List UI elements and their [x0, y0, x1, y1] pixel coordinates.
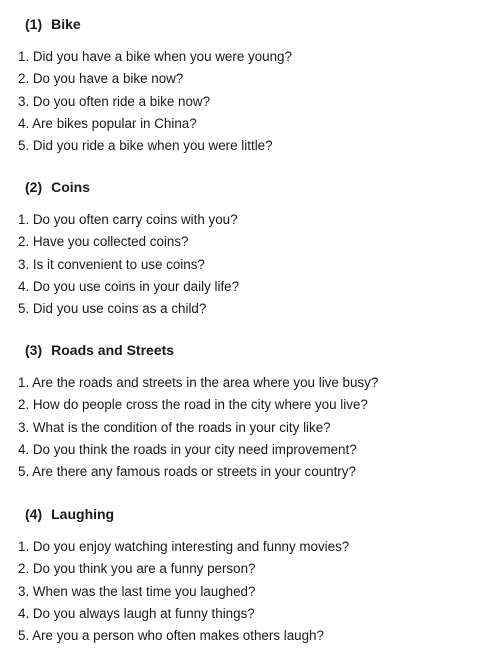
section-heading — [25, 178, 90, 196]
question-list — [18, 372, 378, 483]
question-item: 5. Did you ride a bike when you were little? — [18, 138, 273, 154]
section-title: Bike — [51, 16, 81, 32]
section-heading — [25, 341, 174, 359]
question-item: 1. Do you enjoy watching interesting and funny movies? — [18, 539, 350, 554]
question-item: 1. Did you have a bike when you were young? — [18, 49, 292, 64]
section-title: Roads and Streets — [51, 342, 175, 358]
question-item: 2. How do people cross the road in the city where you live? — [18, 397, 368, 413]
question-list — [18, 46, 292, 157]
question-item: 1. Do you often carry coins with you? — [18, 212, 238, 227]
section-number: (4) — [25, 506, 43, 522]
question-item: 2. Do you think you are a funny person? — [18, 561, 256, 577]
question-list — [18, 536, 349, 647]
section-number: (3) — [25, 342, 43, 358]
question-item: 5. Are there any famous roads or streets in your country? — [18, 464, 356, 480]
question-item: 1. Are the roads and streets in the area where you live busy? — [18, 375, 379, 390]
section-heading — [25, 15, 81, 33]
question-item: 4. Are bikes popular in China? — [18, 115, 197, 131]
section-number: (1) — [25, 16, 43, 32]
section-title: Laughing — [51, 506, 115, 522]
question-item: 4. Do you use coins in your daily life? — [18, 278, 240, 294]
section-heading — [25, 505, 114, 523]
question-item: 3. When was the last time you laughed? — [18, 583, 256, 599]
section-title: Coins — [51, 179, 91, 195]
question-item: 5. Did you use coins as a child? — [18, 301, 207, 317]
question-item: 4. Do you always laugh at funny things? — [18, 605, 255, 621]
question-item: 3. Is it convenient to use coins? — [18, 256, 205, 272]
question-list — [18, 209, 239, 320]
question-item: 5. Are you a person who often makes others laugh? — [18, 628, 324, 644]
section-number: (2) — [25, 179, 43, 195]
question-item: 3. Do you often ride a bike now? — [18, 93, 211, 109]
question-item: 3. What is the condition of the roads in your city like? — [18, 419, 331, 435]
question-item: 2. Have you collected coins? — [18, 234, 189, 250]
question-item: 2. Do you have a bike now? — [18, 71, 184, 87]
question-item: 4. Do you think the roads in your city need improvement? — [18, 441, 357, 457]
